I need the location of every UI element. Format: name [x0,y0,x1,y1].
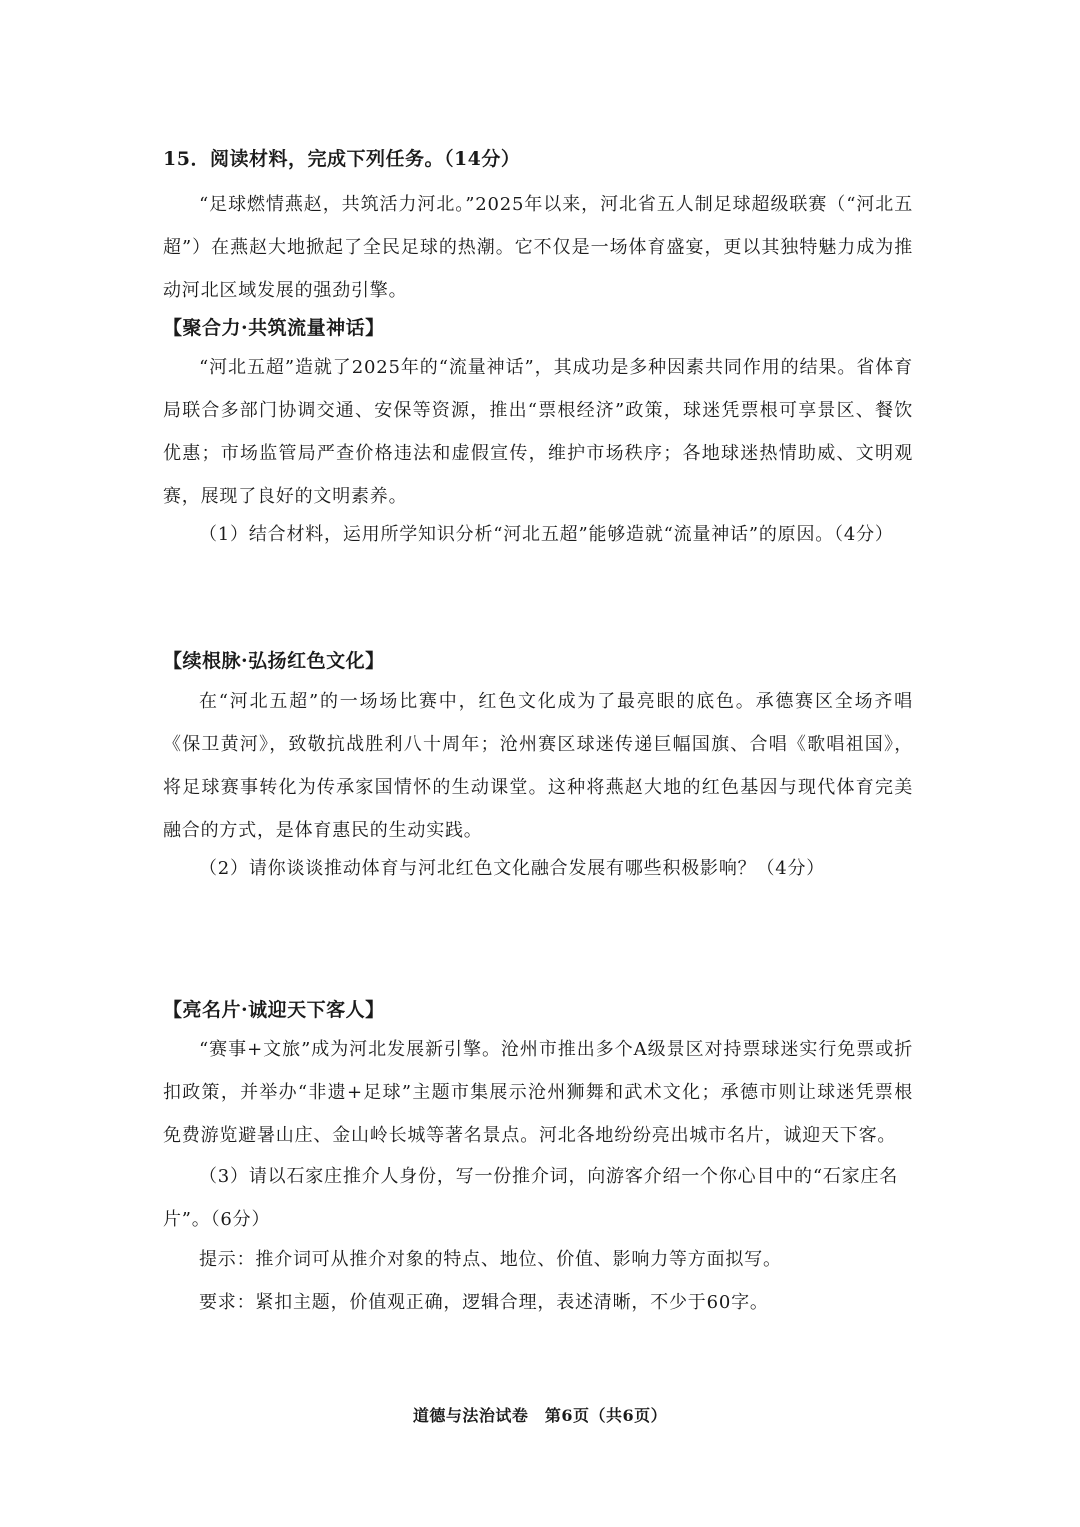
intro-paragraph: “足球燃情燕赵，共筑活力河北。”2025年以来，河北省五人制足球超级联赛（“河北五超”）在燕赵大地掀起了全民足球的热潮。它不仅是一场体育盛宴，更以其独特魅力成为推动河北区域发展的强劲引擎。 [163,194,913,301]
task-3-requirement: 要求：紧扣主题，价值观正确，逻辑合理，表述清晰，不少于60字。 [199,1292,769,1313]
section-1-heading: 【聚合力·共筑流量神话】 [163,317,385,339]
page-footer: 道德与法治试卷 第6页（共6页） [412,1406,668,1425]
section-3-material: “赛事+文旅”成为河北发展新引擎。沧州市推出多个A级景区对持票球迷实行免票或折扣政策，并举办“非遗+足球”主题市集展示沧州狮舞和武术文化；承德市则让球迷凭票根免费游览避暑山庄、金山岭长城等著名景点。河北各地纷纷亮出城市名片，诚迎天下客。 [163,1039,913,1146]
question-title: 15．阅读材料，完成下列任务。（14分） [163,148,521,170]
task-3: （3）请以石家庄推介人身份，写一份推介词，向游客介绍一个你心目中的“石家庄名片”。（6分） [163,1166,899,1230]
task-1: （1）结合材料，运用所学知识分析“河北五超”能够造就“流量神话”的原因。（4分） [199,524,894,545]
task-3-hint: 提示：推介词可从推介对象的特点、地位、价值、影响力等方面拟写。 [199,1249,782,1270]
section-2-material: 在“河北五超”的一场场比赛中，红色文化成为了最亮眼的底色。承德赛区全场齐唱《保卫黄河》，致敬抗战胜利八十周年；沧州赛区球迷传递巨幅国旗、合唱《歌唱祖国》，将足球赛事转化为传承家国情怀的生动课堂。这种将燕赵大地的红色基因与现代体育完美融合的方式，是体育惠民的生动实践。 [163,691,913,841]
section-1-material: “河北五超”造就了2025年的“流量神话”，其成功是多种因素共同作用的结果。省体育局联合多部门协调交通、安保等资源，推出“票根经济”政策，球迷凭票根可享景区、餐饮优惠；市场监管局严查价格违法和虚假宣传，维护市场秩序；各地球迷热情助威、文明观赛，展现了良好的文明素养。 [163,357,913,507]
task-2: （2）请你谈谈推动体育与河北红色文化融合发展有哪些积极影响？（4分） [199,858,826,879]
section-2-heading: 【续根脉·弘扬红色文化】 [163,650,385,672]
section-3-heading: 【亮名片·诚迎天下客人】 [163,999,385,1021]
